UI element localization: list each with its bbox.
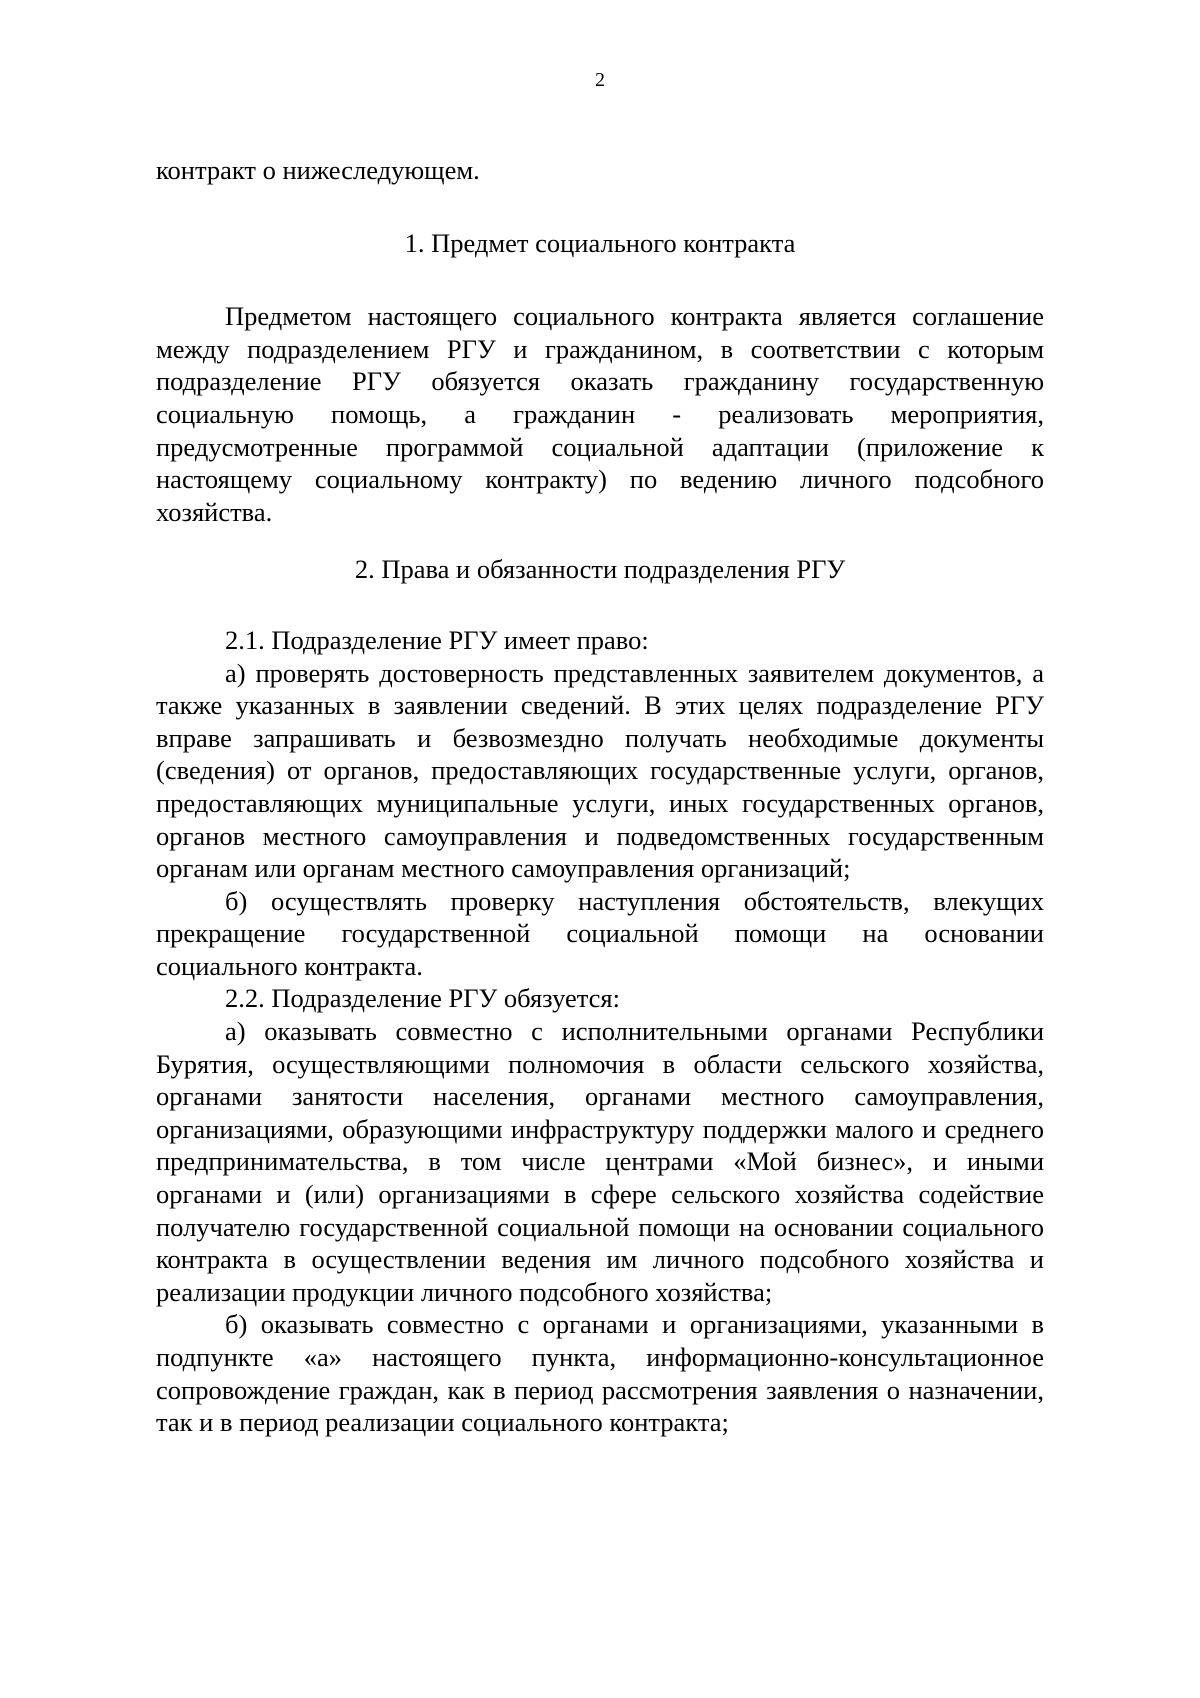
- lead-text: контракт о нижеследующем.: [156, 155, 480, 185]
- clause-2-2-item-a: а) оказывать совместно с исполнительными органами Республики Бурятия, осуществляющими полномочия в области сельского хозяйства, органами занятости населения, органами местного самоуправления, организациями, образующими инфраструктуру поддержки малого и среднего предпринимательства, в том числе центрами «Мой бизнес», и иными органами и (или) организациями в сфере сельского хозяйства содействие получателю государственной социальной помощи на основании социального контракта в осуществлении ведения им личного подсобного хозяйства и реализации продукции личного подсобного хозяйства;: [156, 1016, 1044, 1307]
- clause-2-1-item-b: б) осуществлять проверку наступления обстоятельств, влекущих прекращение государственной социальной помощи на основании социального контракта.: [156, 885, 1044, 981]
- section-2-heading: 2. Права и обязанности подразделения РГУ: [354, 554, 846, 585]
- section-1-heading: 1. Предмет социального контракта: [404, 227, 796, 258]
- section-1-paragraph: Предметом настоящего социального контракта является соглашение между подразделением РГУ и гражданином, в соответствии с которым подразделение РГУ обязуется оказать гражданину государственную социальную помощь, а гражданин - реализовать мероприятия, предусмотренные программой социальной адаптации (приложение к настоящему социальному контракту) по ведению личного подсобного хозяйства.: [156, 301, 1044, 527]
- clause-2-1-item-a: а) проверять достоверность представленных заявителем документов, а также указанных в заявлении сведений. В этих целях подразделение РГУ вправе запрашивать и безвозмездно получать необходимые документы (сведения) от органов, предоставляющих государственные услуги, органов, предоставляющих муниципальные услуги, иных государственных органов, органов местного самоуправления и подведомственных государственным органам или органам местного самоуправления организаций;: [156, 657, 1044, 884]
- document-body: [156, 154, 1044, 1439]
- clause-2-1-title: 2.1. Подразделение РГУ имеет право:: [225, 624, 649, 655]
- clause-2-2-title: 2.2. Подразделение РГУ обязуется:: [225, 983, 620, 1014]
- page-number: 2: [595, 69, 605, 91]
- clause-2-2-item-b: б) оказывать совместно с органами и организациями, указанными в подпункте «а» настоящего пункта, информационно-консультационное сопровождение граждан, как в период рассмотрения заявления о назначении, так и в период реализации социального контракта;: [156, 1309, 1044, 1438]
